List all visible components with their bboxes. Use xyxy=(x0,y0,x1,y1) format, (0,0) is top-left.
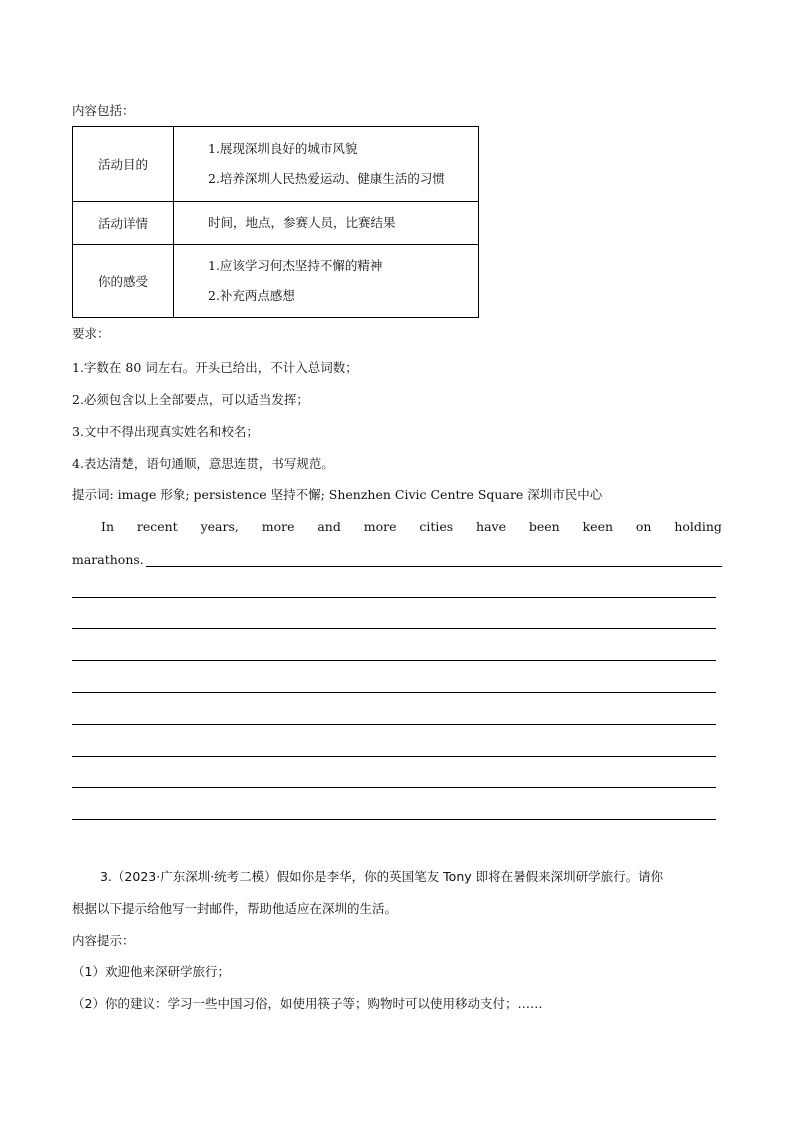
essay-word: on xyxy=(635,519,652,534)
writing-line[interactable] xyxy=(72,628,716,629)
essay-word: more xyxy=(261,519,295,534)
content-intro: 内容包括： xyxy=(72,103,135,118)
essay-word: cities xyxy=(419,519,454,534)
writing-line[interactable] xyxy=(72,724,716,725)
question3-line1: 3.（2023·广东深圳·统考二模）假如你是李华，你的英国笔友 Tony 即将在暑假来深圳研学旅行。请你 xyxy=(100,869,664,884)
content-line: 1.展现深圳良好的城市风貌 xyxy=(208,141,358,156)
requirements-heading: 要求： xyxy=(72,326,110,341)
essay-word: been xyxy=(528,519,560,534)
hint-words: 提示词: image 形象; persistence 坚持不懈; Shenzhen Civic Centre Square 深圳市民中心 xyxy=(72,487,603,502)
content-outline-table xyxy=(72,126,479,318)
requirement-item: 1.字数在 80 词左右。开头已给出，不计入总词数； xyxy=(72,360,358,375)
writing-line[interactable] xyxy=(72,756,716,757)
content-line: 1.应该学习何杰坚持不懈的精神 xyxy=(208,258,383,273)
essay-start-line2 xyxy=(72,552,722,567)
essay-word: and xyxy=(317,519,341,534)
row-content xyxy=(174,127,479,202)
essay-word: In xyxy=(101,519,114,534)
prompt-heading: 内容提示： xyxy=(72,933,135,948)
essay-word: years, xyxy=(200,519,239,534)
table-row xyxy=(73,127,479,202)
essay-start-line1 xyxy=(72,519,722,535)
row-content xyxy=(174,202,479,245)
writing-line[interactable] xyxy=(72,692,716,693)
table-row xyxy=(73,202,479,245)
writing-line[interactable] xyxy=(146,553,722,567)
row-label: 活动目的 xyxy=(73,127,174,202)
requirement-item: 4.表达清楚，语句通顺，意思连贯，书写规范。 xyxy=(72,456,334,471)
row-content xyxy=(174,245,479,318)
content-line: 2.补充两点感想 xyxy=(208,288,295,303)
writing-line[interactable] xyxy=(72,660,716,661)
essay-word: more xyxy=(363,519,397,534)
content-line: 2.培养深圳人民热爱运动、健康生活的习惯 xyxy=(208,171,445,186)
requirement-item: 3.文中不得出现真实姓名和校名； xyxy=(72,424,259,439)
essay-word: keen xyxy=(582,519,614,534)
prompt-point: （2）你的建议：学习一些中国习俗，如使用筷子等；购物时可以使用移动支付；…… xyxy=(72,996,543,1011)
essay-word: recent xyxy=(136,519,178,534)
writing-line[interactable] xyxy=(72,787,716,788)
row-label: 你的感受 xyxy=(73,245,174,318)
writing-line[interactable] xyxy=(72,819,716,820)
table-row xyxy=(73,245,479,318)
essay-word: have xyxy=(476,519,507,534)
essay-start-text: marathons. xyxy=(72,552,144,567)
prompt-point: （1）欢迎他来深研学旅行； xyxy=(72,964,230,979)
content-line: 时间，地点，参赛人员，比赛结果 xyxy=(208,215,396,230)
writing-line[interactable] xyxy=(72,597,716,598)
requirement-item: 2.必须包含以上全部要点，可以适当发挥； xyxy=(72,392,309,407)
essay-word: holding xyxy=(674,519,722,534)
question3-line2: 根据以下提示给他写一封邮件，帮助他适应在深圳的生活。 xyxy=(72,901,398,916)
row-label: 活动详情 xyxy=(73,202,174,245)
